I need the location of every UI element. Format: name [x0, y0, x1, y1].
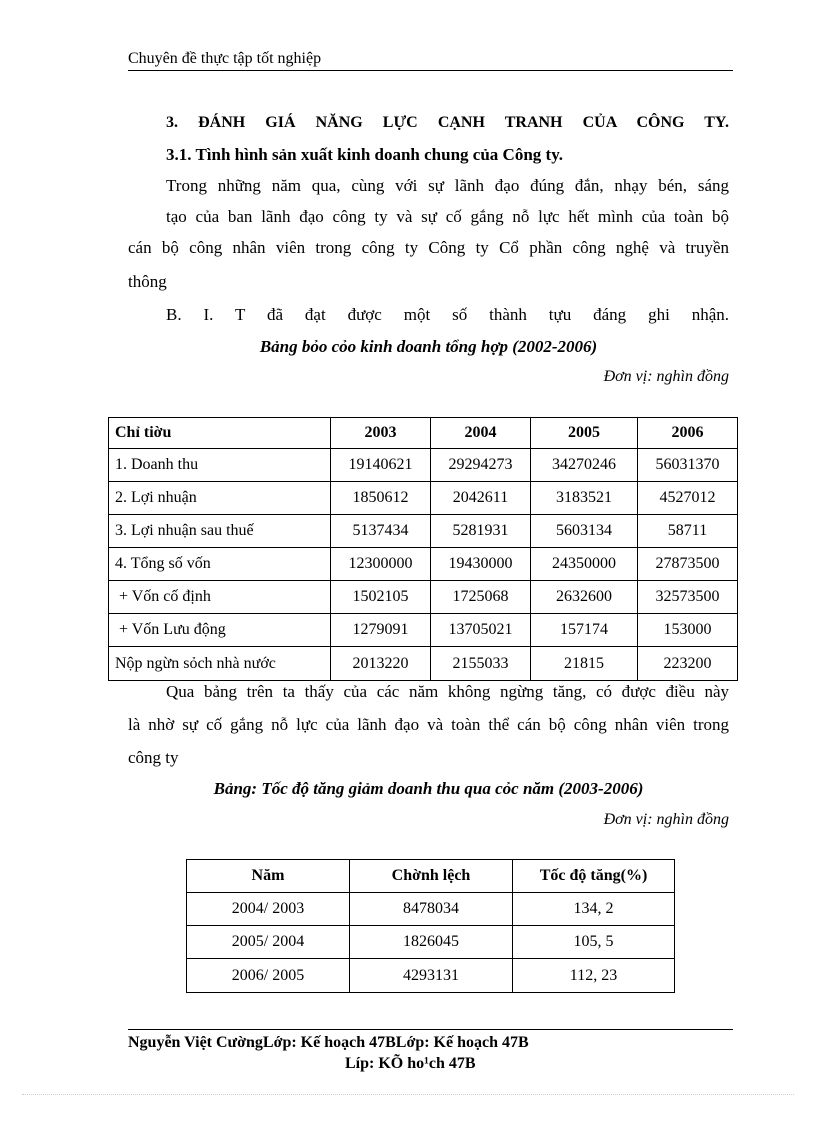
table-cell: 4. Tổng số vốn: [109, 548, 331, 581]
table2-unit: Đơn vị: nghìn đồng: [603, 811, 729, 828]
table-cell: 1. Doanh thu: [109, 449, 331, 482]
table-cell: 19140621: [331, 449, 431, 482]
paragraph-line: Qua bảng trên ta thấy của các năm không ngừng tăng, có được điều này: [166, 682, 729, 701]
business-summary-table: [108, 417, 738, 681]
table-row: [109, 515, 738, 548]
table-cell: 1502105: [331, 581, 431, 614]
table-header-cell: 2006: [638, 418, 738, 449]
paragraph-line: B. I. T đã đạt được một số thành tựu đáng ghi nhận.: [166, 305, 729, 324]
footer-class: Líp: KÕ ho¹ch 47B: [345, 1055, 476, 1072]
table-cell: 1725068: [431, 581, 531, 614]
table-cell: 1279091: [331, 614, 431, 647]
table-row: [109, 449, 738, 482]
table-cell: 134, 2: [513, 893, 675, 926]
page-bottom-edge: [22, 1094, 794, 1095]
paragraph-line: thông: [128, 272, 167, 291]
table-cell: 5603134: [531, 515, 638, 548]
table-header-cell: Tốc độ tăng(%): [513, 860, 675, 893]
table-cell: 4293131: [350, 959, 513, 993]
table-cell: 19430000: [431, 548, 531, 581]
table-header-cell: 2005: [531, 418, 638, 449]
table-cell: 105, 5: [513, 926, 675, 959]
table-cell: 1826045: [350, 926, 513, 959]
table2-caption: Bảng: Tốc độ tăng giảm doanh thu qua cỏc năm (2003-2006): [213, 779, 644, 798]
table-row: [187, 926, 675, 959]
paragraph-line: cán bộ công nhân viên trong công ty Công ty Cổ phần công nghệ và truyền: [128, 238, 729, 257]
table-cell: 21815: [531, 647, 638, 681]
table1-unit: Đơn vị: nghìn đồng: [603, 368, 729, 385]
footer-divider: [128, 1029, 733, 1030]
table-cell: 4527012: [638, 482, 738, 515]
paragraph-line: Trong những năm qua, cùng với sự lãnh đạo đúng đắn, nhạy bén, sáng: [166, 176, 729, 195]
paragraph-line: công ty: [128, 748, 179, 767]
table-cell: 2005/ 2004: [187, 926, 350, 959]
table-header-cell: 2004: [431, 418, 531, 449]
table-cell: 2042611: [431, 482, 531, 515]
table-cell: 34270246: [531, 449, 638, 482]
page-header-title: Chuyên đề thực tập tốt nghiệp: [128, 50, 322, 67]
table-cell: 2632600: [531, 581, 638, 614]
table-header-row: [187, 860, 675, 893]
table-cell: 3. Lợi nhuận sau thuế: [109, 515, 331, 548]
section-heading: 3. ĐÁNH GIÁ NĂNG LỰC CẠNH TRANH CỦA CÔNG TY.: [166, 114, 729, 131]
table-cell: 24350000: [531, 548, 638, 581]
table-cell: 2004/ 2003: [187, 893, 350, 926]
table-cell: 2. Lợi nhuận: [109, 482, 331, 515]
table-header-cell: Chỉ tiờu: [109, 418, 331, 449]
table-cell: 2155033: [431, 647, 531, 681]
table-cell: 13705021: [431, 614, 531, 647]
table-cell: 56031370: [638, 449, 738, 482]
paragraph-line: là nhờ sự cố gắng nỗ lực của lãnh đạo và toàn thể cán bộ công nhân viên trong: [128, 715, 729, 734]
table-cell: 12300000: [331, 548, 431, 581]
table-header-cell: Năm: [187, 860, 350, 893]
table-cell: 58711: [638, 515, 738, 548]
section-subheading: 3.1. Tình hình sản xuất kinh doanh chung của Công ty.: [166, 145, 564, 164]
table-cell: + Vốn Lưu động: [109, 614, 331, 647]
table-row: [187, 959, 675, 993]
table-cell: Nộp ngừn sỏch nhà nước: [109, 647, 331, 681]
table-cell: 27873500: [638, 548, 738, 581]
table-cell: 2006/ 2005: [187, 959, 350, 993]
table-cell: 3183521: [531, 482, 638, 515]
table-cell: + Vốn cố định: [109, 581, 331, 614]
table-cell: 223200: [638, 647, 738, 681]
table-cell: 32573500: [638, 581, 738, 614]
table-row: [109, 482, 738, 515]
table-row: [109, 581, 738, 614]
table-header-row: [109, 418, 738, 449]
table-row: [109, 614, 738, 647]
table-row: [109, 548, 738, 581]
table-header-cell: Chờnh lệch: [350, 860, 513, 893]
footer-author: Nguyễn Việt CườngLớp: Kế hoạch 47BLớp: Kế hoạch 47B: [128, 1034, 529, 1051]
table-cell: 1850612: [331, 482, 431, 515]
table1-caption: Bảng bỏo cỏo kinh doanh tổng hợp (2002-2006): [259, 337, 598, 356]
table-header-cell: 2003: [331, 418, 431, 449]
table-cell: 29294273: [431, 449, 531, 482]
table-row: [187, 893, 675, 926]
table-cell: 5137434: [331, 515, 431, 548]
table-cell: 153000: [638, 614, 738, 647]
table-cell: 157174: [531, 614, 638, 647]
revenue-growth-table: [186, 859, 675, 993]
table-cell: 112, 23: [513, 959, 675, 993]
table-cell: 8478034: [350, 893, 513, 926]
table-cell: 2013220: [331, 647, 431, 681]
header-divider: [128, 70, 733, 71]
paragraph-line: tạo của ban lãnh đạo công ty và sự cố gắng nỗ lực hết mình của toàn bộ: [166, 207, 729, 226]
table-cell: 5281931: [431, 515, 531, 548]
table-row: [109, 647, 738, 681]
